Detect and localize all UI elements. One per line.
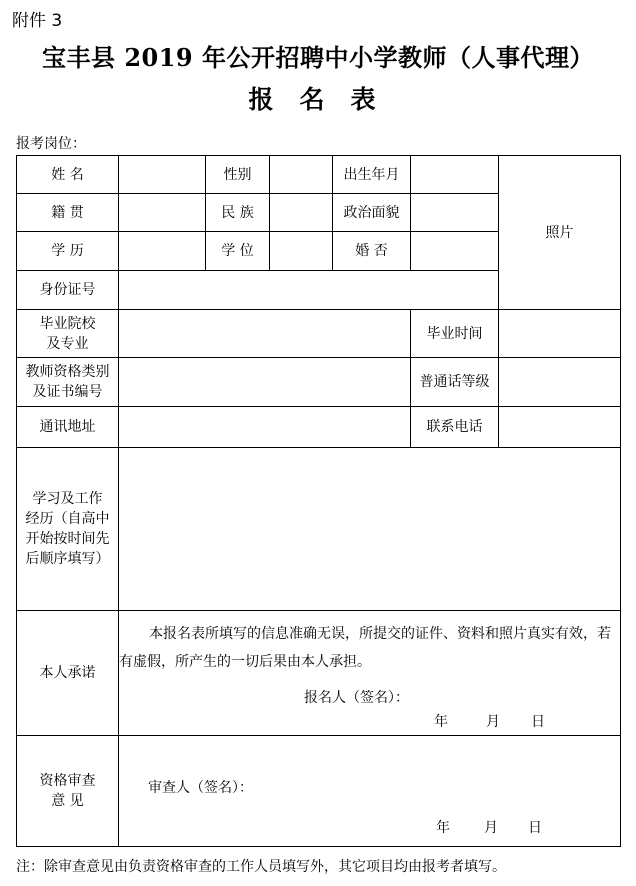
id-number-field[interactable]	[119, 271, 498, 309]
gender-field[interactable]	[270, 156, 332, 193]
commit-date-month: 月	[486, 714, 500, 730]
label-id-number-text: 身份证号	[39, 282, 96, 298]
label-cert-text: 教师资格类别 及证书编号	[25, 364, 110, 400]
label-political	[333, 194, 410, 231]
education-field[interactable]	[119, 232, 205, 270]
label-name	[17, 156, 118, 193]
label-commitment-text: 本人承诺	[39, 665, 96, 681]
label-education-text: 学 历	[51, 243, 84, 259]
marital-field[interactable]	[411, 232, 498, 270]
label-grad-time	[411, 310, 498, 357]
label-degree	[206, 232, 269, 270]
label-school-major-text: 毕业院校 及专业	[39, 315, 96, 352]
label-degree-text: 学 位	[221, 243, 254, 259]
name-field[interactable]	[119, 156, 205, 193]
label-phone	[411, 407, 498, 447]
label-name-text: 姓 名	[51, 166, 84, 183]
label-gender	[206, 156, 269, 193]
political-field[interactable]	[411, 194, 498, 231]
label-experience	[17, 448, 118, 610]
label-review	[17, 736, 118, 846]
native-place-field[interactable]	[119, 194, 205, 231]
form-subtitle: 报名表	[248, 85, 402, 114]
label-marital	[333, 232, 410, 270]
label-gender-text: 性别	[223, 166, 252, 183]
label-birth-text: 出生年月	[343, 166, 400, 183]
photo-box[interactable]	[499, 156, 620, 309]
reviewer-signature-label[interactable]: 审查人（签名）：	[148, 780, 253, 796]
attachment-label: 附件 3	[12, 11, 63, 31]
label-id-number	[17, 271, 118, 309]
label-phone-text: 联系电话	[426, 419, 483, 435]
review-date-day: 日	[528, 820, 542, 836]
birth-field[interactable]	[411, 156, 498, 193]
review-date-year: 年	[436, 820, 450, 836]
photo-label: 照片	[545, 224, 574, 241]
label-school-major	[17, 310, 118, 357]
page-title: 宝丰县 2019 年公开招聘中小学教师（人事代理）	[41, 43, 594, 72]
commitment-text: 本报名表所填写的信息准确无误，所提交的证件、资料和照片真实有效，若有虚假，所产生的一切后果由本人承担。	[119, 626, 611, 670]
label-mandarin-text: 普通话等级	[419, 374, 490, 390]
label-experience-text: 学习及工作 经历（自高中 开始按时间先 后顺序填写）	[25, 491, 110, 567]
ethnicity-field[interactable]	[270, 194, 332, 231]
school-major-field[interactable]	[119, 310, 410, 357]
mandarin-field[interactable]	[499, 358, 620, 406]
review-date-month: 月	[484, 820, 498, 836]
label-commitment	[17, 611, 118, 735]
label-address-text: 通讯地址	[39, 419, 96, 435]
label-ethnicity	[206, 194, 269, 231]
label-marital-text: 婚 否	[355, 243, 388, 259]
label-mandarin	[411, 358, 498, 406]
label-native-place-text: 籍 贯	[51, 204, 84, 221]
degree-field[interactable]	[270, 232, 332, 270]
commit-date-year: 年	[434, 714, 448, 730]
label-address	[17, 407, 118, 447]
cert-field[interactable]	[119, 358, 410, 406]
label-grad-time-text: 毕业时间	[426, 325, 483, 342]
post-label: 报考岗位：	[16, 136, 86, 152]
label-native-place	[17, 194, 118, 231]
grad-time-field[interactable]	[499, 310, 620, 357]
label-birth	[333, 156, 410, 193]
label-cert	[17, 358, 118, 406]
grid-line	[16, 846, 621, 847]
commit-date-day: 日	[531, 714, 545, 730]
label-education	[17, 232, 118, 270]
footnote: 注：除审查意见由负责资格审查的工作人员填写外，其它项目均由报考者填写。	[16, 859, 506, 875]
grid-line	[620, 155, 621, 847]
experience-field[interactable]	[119, 448, 620, 610]
label-ethnicity-text: 民 族	[221, 204, 254, 221]
label-political-text: 政治面貌	[343, 204, 400, 221]
label-review-text: 资格审查 意 见	[39, 773, 96, 809]
applicant-signature-label[interactable]: 报名人（签名）：	[304, 690, 409, 706]
phone-field[interactable]	[499, 407, 620, 447]
address-field[interactable]	[119, 407, 410, 447]
